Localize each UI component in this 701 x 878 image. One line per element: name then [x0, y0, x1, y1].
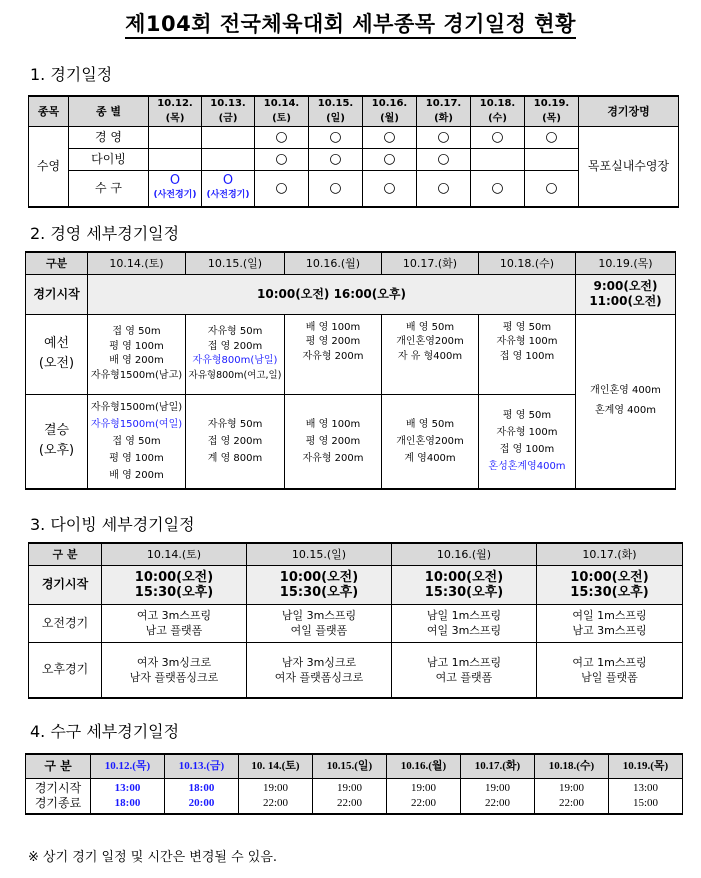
mark: ○ [309, 149, 363, 171]
mark [202, 149, 255, 171]
pm-events [537, 642, 683, 698]
finals-1014 [88, 394, 186, 489]
waterpolo-schedule-table [25, 753, 683, 815]
event-line: 남고 3m스프링 [572, 624, 647, 637]
end-time: 22:00 [558, 796, 585, 809]
event-line: 접 영 50m [112, 435, 161, 447]
header-date-1018: 10.18.(수) [471, 96, 525, 127]
schedule-overview-table [28, 95, 679, 208]
pre-match-note: (사전경기) [153, 190, 197, 201]
start-time-main: 10:00(오전) 16:00(오후) [88, 274, 576, 314]
heat-label-2: (오전) [38, 356, 75, 371]
heat-label-1: 예선 [43, 336, 70, 351]
time-cell [609, 778, 683, 814]
header-date: 10.15.(일) [247, 543, 392, 565]
event-line: 자유형1500m(여일) [90, 418, 183, 430]
start-time-cell [537, 565, 683, 604]
start-time-cell [392, 565, 537, 604]
event-line: 계 영 800m [207, 452, 263, 464]
header-date-1016: 10.16.(월) [363, 96, 417, 127]
event-line: 평 영 200m [305, 336, 361, 347]
mark: ○ [471, 127, 525, 149]
event-line: 여고 3m스프링 [136, 609, 212, 622]
header-date: 10.17.(화) [537, 543, 683, 565]
header-date: 10.15.(일) [313, 754, 387, 778]
header-division: 구분 [26, 252, 88, 274]
event-line: 혼계영 400m [595, 405, 656, 417]
mark: ○ [471, 171, 525, 207]
header-date: 10.18.(수) [479, 252, 576, 274]
time-cell [461, 778, 535, 814]
am-events [247, 604, 392, 642]
event-line: 자 유 형400m [397, 350, 463, 362]
am-events [537, 604, 683, 642]
start-time-last-2: 11:00(오전) [589, 294, 662, 308]
start-label: 경기시작 [26, 274, 88, 314]
header-date: 10.16.(월) [392, 543, 537, 565]
mark: ○ [363, 149, 417, 171]
event-line: 접 영 50m [112, 326, 161, 337]
pre-match-note: (사전경기) [206, 190, 250, 201]
event-line: 여자 3m싱크로 [136, 655, 212, 669]
am-events [392, 604, 537, 642]
page-title: 제104회 전국체육대회 세부종목 경기일정 현황 [0, 8, 701, 38]
start-label: 경기시작 [29, 565, 102, 604]
event-line: 배 영 200m [109, 355, 164, 366]
event-line: 여일 3m스프링 [426, 624, 502, 637]
event-line: 남일 플랫폼 [581, 670, 638, 684]
swimming-schedule-table [25, 251, 676, 490]
event-line: 개인혼영200m [396, 336, 464, 347]
mark [149, 149, 202, 171]
event-line: 남일 1m스프링 [426, 609, 502, 622]
footnote: ※ 상기 경기 일정 및 시간은 변경될 수 있음. [28, 850, 278, 865]
header-sport: 종목 [29, 96, 69, 127]
event-line: 남자 플랫폼싱크로 [129, 670, 219, 684]
event-line: 자유형 50m [207, 326, 263, 337]
time-cell [535, 778, 609, 814]
start-time: 13:00 [114, 781, 141, 794]
mark: O [222, 173, 234, 189]
mark: ○ [363, 171, 417, 207]
mark: ○ [363, 127, 417, 149]
header-date: 10.19.(목) [576, 252, 676, 274]
header-division: 구 분 [26, 754, 91, 778]
event-line: 자유형1500m(남일) [90, 401, 183, 413]
start-time-cell [102, 565, 247, 604]
event-line: 평 영 100m [109, 452, 164, 464]
end-time: 18:00 [114, 796, 141, 809]
start-am: 10:00(오전) [279, 569, 359, 585]
mark: ○ [255, 149, 309, 171]
section4-heading: 4. 수구 세부경기일정 [30, 722, 180, 741]
event-diving: 다이빙 [69, 149, 149, 171]
start-pm: 15:30(오후) [134, 584, 214, 600]
event-line: 자유형800m(여고,일) [188, 369, 282, 381]
header-date: 10.17.(화) [382, 252, 479, 274]
start-time: 18:00 [188, 781, 215, 794]
header-date: 10.13.(금) [165, 754, 239, 778]
pm-events [392, 642, 537, 698]
mark: ○ [417, 171, 471, 207]
am-events [102, 604, 247, 642]
sport-name: 수영 [29, 127, 69, 207]
event-line: 개인혼영 400m [590, 385, 661, 397]
pre-match-cell [149, 171, 202, 207]
header-division: 구 분 [29, 543, 102, 565]
header-date: 10.12.(목) [91, 754, 165, 778]
event-line: 계 영400m [404, 452, 456, 464]
section1-heading: 1. 경기일정 [30, 65, 113, 84]
event-line: 배 영 100m [305, 418, 361, 430]
event-line: 자유형800m(남일) [192, 355, 278, 366]
start-time: 19:00 [410, 781, 437, 794]
event-line: 배 영 50m [405, 418, 455, 430]
event-line: 접 영 200m [207, 435, 263, 447]
header-date: 10.14.(토) [102, 543, 247, 565]
mark: ○ [525, 127, 579, 149]
finals-1018 [479, 394, 576, 489]
header-venue: 경기장명 [579, 96, 679, 127]
header-date: 10.16.(월) [387, 754, 461, 778]
event-line: 배 영 100m [305, 321, 361, 333]
event-line: 혼성혼계영400m [488, 461, 566, 473]
event-line: 배 영 200m [109, 469, 164, 481]
heats-1016 [285, 314, 382, 394]
header-date-1019: 10.19.(목) [525, 96, 579, 127]
time-cell [313, 778, 387, 814]
event-line: 자유형 100m [496, 336, 558, 347]
header-date: 10.16.(월) [285, 252, 382, 274]
header-date: 10.14.(토) [88, 252, 186, 274]
time-cell [91, 778, 165, 814]
event-line: 접 영 100m [499, 350, 555, 362]
event-line: 접 영 200m [207, 340, 263, 352]
header-date-1017: 10.17.(화) [417, 96, 471, 127]
finals-1017 [382, 394, 479, 489]
event-line: 평 영 100m [109, 340, 164, 352]
time-cell [387, 778, 461, 814]
header-date: 10.15.(일) [186, 252, 285, 274]
heats-1017 [382, 314, 479, 394]
final-label-2: (오후) [38, 443, 75, 459]
event-line: 남일 3m스프링 [281, 609, 357, 622]
final-label [26, 394, 88, 489]
section2-heading: 2. 경영 세부경기일정 [30, 224, 180, 243]
header-date-1014: 10.14.(토) [255, 96, 309, 127]
heats-1014 [88, 314, 186, 394]
event-swimming: 경 영 [69, 127, 149, 149]
am-label: 오전경기 [29, 604, 102, 642]
diving-schedule-table [28, 542, 683, 699]
header-date-1012: 10.12.(목) [149, 96, 202, 127]
header-date: 10.18.(수) [535, 754, 609, 778]
start-am: 10:00(오전) [134, 569, 214, 585]
end-time: 22:00 [336, 796, 363, 809]
mark [525, 149, 579, 171]
start-time: 13:00 [632, 781, 659, 794]
header-date-1013: 10.13.(금) [202, 96, 255, 127]
mark: ○ [255, 171, 309, 207]
venue-name: 목포실내수영장 [579, 127, 679, 207]
start-am: 10:00(오전) [424, 569, 504, 585]
start-time: 19:00 [558, 781, 585, 794]
start-time: 19:00 [336, 781, 363, 794]
event-line: 자유형 200m [302, 452, 364, 464]
mark: ○ [417, 149, 471, 171]
time-cell [165, 778, 239, 814]
mark: ○ [309, 171, 363, 207]
events-1019 [576, 314, 676, 489]
mark [149, 127, 202, 149]
end-time: 22:00 [410, 796, 437, 809]
mark [202, 127, 255, 149]
event-line: 여일 플랫폼 [290, 624, 348, 637]
pm-events [102, 642, 247, 698]
event-line: 자유형 50m [207, 418, 263, 430]
event-line: 개인혼영200m [396, 435, 464, 447]
start-time: 19:00 [262, 781, 289, 794]
event-line: 배 영 50m [405, 321, 455, 333]
mark: O [169, 173, 181, 189]
mark: ○ [525, 171, 579, 207]
mark: ○ [417, 127, 471, 149]
event-line: 평 영 50m [502, 321, 552, 333]
time-cell [239, 778, 313, 814]
header-date-1015: 10.15.(일) [309, 96, 363, 127]
start-pm: 15:30(오후) [570, 584, 649, 600]
end-time: 15:00 [632, 796, 659, 809]
header-date: 10.17.(화) [461, 754, 535, 778]
header-event: 종 별 [69, 96, 149, 127]
pre-match-cell [202, 171, 255, 207]
event-line: 여고 1m스프링 [572, 655, 647, 669]
event-line: 남고 플랫폼 [145, 624, 203, 637]
event-line: 자유형 200m [302, 350, 364, 362]
start-time-last-1: 9:00(오전) [593, 279, 658, 293]
final-label-1: 결승 [43, 423, 70, 439]
header-date: 10. 14.(토) [239, 754, 313, 778]
mark: ○ [255, 127, 309, 149]
end-label: 경기종료 [34, 795, 82, 810]
start-time: 19:00 [484, 781, 511, 794]
event-waterpolo: 수 구 [69, 171, 149, 207]
event-line: 평 영 50m [502, 410, 552, 422]
row-labels [26, 778, 91, 814]
start-time-last-day [576, 274, 676, 314]
heats-1018 [479, 314, 576, 394]
mark [471, 149, 525, 171]
pm-label: 오후경기 [29, 642, 102, 698]
event-line: 접 영 100m [499, 444, 555, 456]
event-line: 자유형 100m [496, 427, 558, 439]
end-time: 20:00 [188, 796, 215, 809]
event-line: 여일 1m스프링 [572, 609, 647, 622]
event-line: 여자 플랫폼싱크로 [274, 670, 364, 684]
start-time-cell [247, 565, 392, 604]
section3-heading: 3. 다이빙 세부경기일정 [30, 515, 195, 534]
event-line: 남자 3m싱크로 [281, 655, 357, 669]
finals-1016 [285, 394, 382, 489]
heat-label [26, 314, 88, 394]
event-line: 여고 플랫폼 [435, 670, 493, 684]
end-time: 22:00 [262, 796, 289, 809]
end-time: 22:00 [484, 796, 511, 809]
heats-1015 [186, 314, 285, 394]
header-date: 10.19.(목) [609, 754, 683, 778]
start-am: 10:00(오전) [570, 569, 649, 585]
pm-events [247, 642, 392, 698]
start-label: 경기시작 [34, 780, 82, 795]
finals-1015 [186, 394, 285, 489]
start-pm: 15:30(오후) [424, 584, 504, 600]
event-line: 자유형1500m(남고) [90, 369, 183, 381]
event-line: 평 영 200m [305, 435, 361, 447]
mark: ○ [309, 127, 363, 149]
event-line: 남고 1m스프링 [426, 655, 502, 669]
start-pm: 15:30(오후) [279, 584, 359, 600]
